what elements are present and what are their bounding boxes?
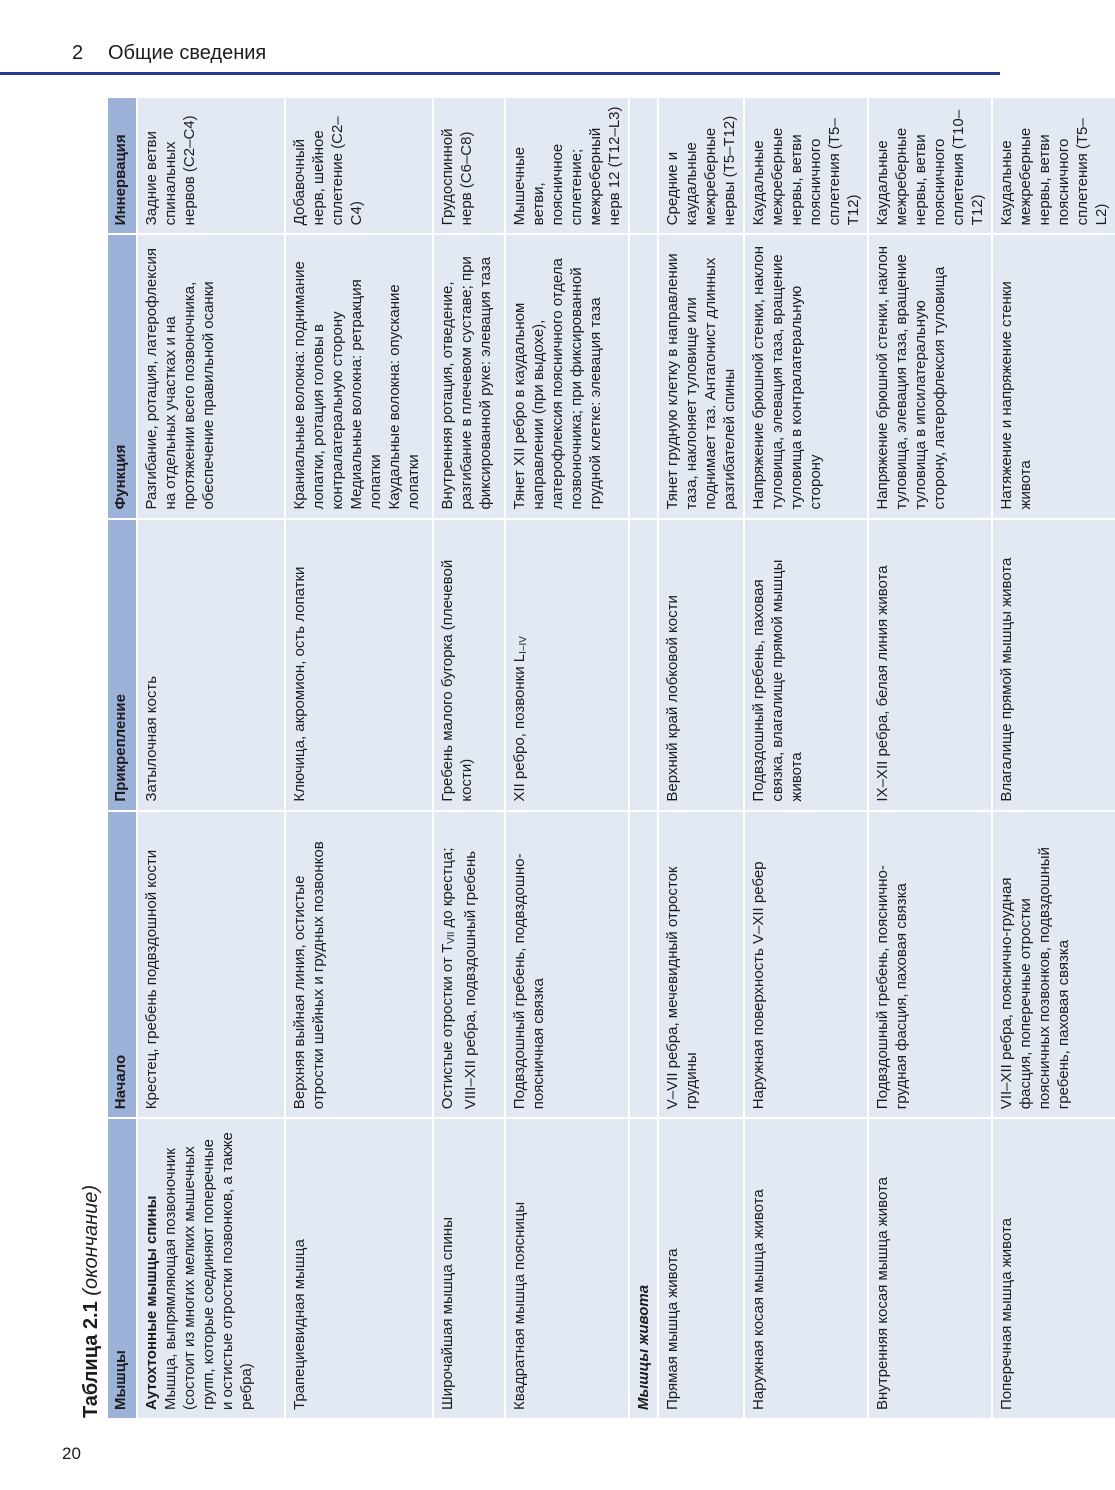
column-header-function: Функция	[108, 234, 137, 518]
origin-text: Остистые отростки от T	[439, 943, 456, 1110]
column-header-innervation: Иннервация	[108, 98, 137, 234]
muscle-cell: Внутренняя косая мышца живота	[868, 1118, 992, 1418]
table-row	[658, 98, 744, 1418]
insertion-cell: Гребень малого бугорка (плечевой кости)	[433, 519, 505, 811]
muscle-cell: Наружная косая мышца живота	[744, 1118, 868, 1418]
table-caption	[76, 1185, 106, 1418]
innervation-cell: Каудальные межреберные нервы, ветви поясничного сплетения (T5–T12)	[744, 98, 868, 234]
innervation-cell: Средние и каудальные межреберные нервы (T5–T12)	[658, 98, 744, 234]
function-cell	[433, 234, 505, 518]
function-cell	[505, 234, 629, 518]
innervation-cell: Каудальные межреберные нервы, ветви поясничного сплетения (T5–L2)	[992, 98, 1115, 234]
insertion-cell: Верхний край лобковой кости	[658, 519, 744, 811]
function-line: Тянет XII ребро в каудальном направлении (при выдохе), латерофлексия поясничного отдела позвоночника; при фиксированной грудной клетке: элевация таза	[511, 258, 604, 510]
muscle-cell	[137, 1118, 285, 1418]
table-header-row	[108, 98, 137, 1418]
innervation-cell: Каудальные межреберные нервы, ветви поясничного сплетения (T10–T12)	[868, 98, 992, 234]
column-header-origin: Начало	[108, 811, 137, 1119]
empty-cell	[629, 519, 658, 811]
caption-label: Таблица 2.1	[80, 1301, 102, 1418]
origin-cell: Подвздошный гребень, пояснично-грудная фасция, паховая связка	[868, 811, 992, 1119]
origin-text: до крестца; VIII–XII ребра, подвздошный гребень	[439, 847, 479, 1110]
innervation-cell: Грудоспинной нерв (C6–C8)	[433, 98, 505, 234]
function-line: Краниальные волокна: поднимание лопатки, ротация головы в контралатеральную сторону	[291, 261, 346, 510]
function-cell	[744, 234, 868, 518]
function-line: Каудальные волокна: опускание лопатки	[386, 284, 422, 510]
function-line: Напряжение брюшной стенки, наклон туловища, элевация таза, вращение туловища в ипсилатеральную сторону, латерофлексия туловища	[874, 246, 948, 510]
function-cell	[285, 234, 433, 518]
muscle-group-name: Аутохтонные мышцы спины	[143, 1195, 160, 1410]
function-cell	[137, 234, 285, 518]
rotated-table-area	[76, 98, 1110, 1418]
function-line: Внутренняя ротация, отведение, разгибание в плечевом суставе; при фиксированной руке: элевация таза	[439, 256, 494, 510]
muscle-description: Мышца, выпрямляющая позвоночник (состоит из многих мелких мышечных групп, которые соединяют поперечные и остистые отростки позвонков, а также ребра)	[162, 1132, 255, 1410]
table-row	[744, 98, 868, 1418]
empty-cell	[629, 234, 658, 518]
chapter-title: Общие сведения	[108, 42, 267, 64]
insertion-cell: IX–XII ребра, белая линия живота	[868, 519, 992, 811]
muscle-cell: Квадратная мышца поясницы	[505, 1118, 629, 1418]
function-line: Напряжение брюшной стенки, наклон туловища, элевация таза, вращение туловища в контралатеральную сторону	[750, 246, 824, 510]
section-title: Мышцы живота	[629, 1118, 658, 1418]
origin-cell: V–VII ребра, мечевидный отросток грудины	[658, 811, 744, 1119]
muscle-cell: Широчайшая мышца спины	[433, 1118, 505, 1418]
function-cell	[992, 234, 1115, 518]
table-row	[433, 98, 505, 1418]
table-row	[505, 98, 629, 1418]
table-row	[285, 98, 433, 1418]
muscle-cell: Трапециевидная мышца	[285, 1118, 433, 1418]
insertion-cell: Ключица, акромион, ость лопатки	[285, 519, 433, 811]
insertion-cell	[505, 519, 629, 811]
insertion-cell: Влагалище прямой мышцы живота	[992, 519, 1115, 811]
empty-cell	[629, 98, 658, 234]
origin-cell	[433, 811, 505, 1119]
caption-note: (окончание)	[80, 1184, 102, 1296]
function-line: Медиальные волокна: ретракция лопатки	[348, 279, 384, 510]
origin-cell: Подвздошный гребень, подвздошно-поясничная связка	[505, 811, 629, 1119]
insertion-text: XII ребро, позвонки L	[511, 653, 528, 802]
innervation-cell: Добавочный нерв, шейное сплетение (C2–C4)	[285, 98, 433, 234]
header-rule	[0, 72, 1000, 75]
column-header-muscles: Мышцы	[108, 1118, 137, 1418]
chapter-number: 2	[72, 42, 84, 64]
function-cell	[868, 234, 992, 518]
muscle-cell: Поперечная мышца живота	[992, 1118, 1115, 1418]
page-number: 20	[62, 1444, 81, 1463]
function-line: Натяжение и напряжение стенки живота	[998, 281, 1034, 510]
origin-cell: Наружная поверхность V–XII ребер	[744, 811, 868, 1119]
origin-cell: VII–XII ребра, пояснично-грудная фасция, поперечные отростки поясничных позвонков, подвздошный гребень, паховая связка	[992, 811, 1115, 1119]
innervation-cell: Мышечные ветви, поясничное сплетение; межреберный нерв 12 (T12–L3)	[505, 98, 629, 234]
innervation-cell: Задние ветви спинальных нервов (C2–C4)	[137, 98, 285, 234]
vertebra-subscript: VII	[446, 931, 457, 944]
origin-cell: Верхняя выйная линия, остистые отростки шейных и грудных позвонков	[285, 811, 433, 1119]
muscle-cell: Прямая мышца живота	[658, 1118, 744, 1418]
function-cell	[658, 234, 744, 518]
insertion-cell: Подвздошный гребень, паховая связка, влагалище прямой мышцы живота	[744, 519, 868, 811]
section-row	[629, 98, 658, 1418]
origin-cell: Крестец, гребень подвздошной кости	[137, 811, 285, 1119]
table-row	[992, 98, 1115, 1418]
function-line: Разгибание, ротация, латерофлексия на отдельных участках и на протяжении всего позвоночника, обеспечение правильной осанки	[143, 248, 217, 510]
insertion-cell: Затылочная кость	[137, 519, 285, 811]
function-line: Тянет грудную клетку в направлении таза, наклоняет туловище или поднимает таз. Антагонист длинных разгибателей спины	[664, 253, 738, 510]
empty-cell	[629, 811, 658, 1119]
muscles-table	[108, 98, 1115, 1418]
table-row	[868, 98, 992, 1418]
vertebra-subscript: I–IV	[518, 636, 529, 654]
column-header-insertion: Прикрепление	[108, 519, 137, 811]
table-row	[137, 98, 285, 1418]
